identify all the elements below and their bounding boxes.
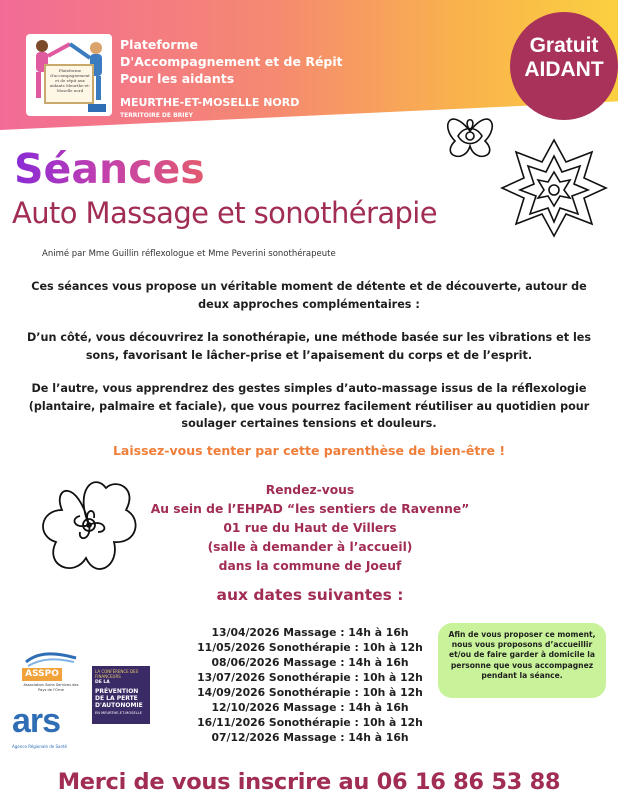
date-row: 13/07/2026 Sonothérapie : 10h à 12h [197,671,423,684]
intro-paragraph: Ces séances vous propose un véritable moment de détente et de découverte, autour de deux approches complémentaires : [31,280,587,311]
asspo-logo [18,648,84,694]
signup-phone: Merci de vous inscrire au 06 16 86 53 88 [57,769,561,795]
page-subtitle: Auto Massage et sonothérapie [12,196,437,230]
flower-left-icon [34,470,144,585]
free-badge-line1: Gratuit [529,34,599,57]
dates-title: aux dates suivantes : [216,586,404,604]
tagline: Laissez-vous tenter par cette parenthèse de bien-être ! [112,443,506,458]
page-title: Séances [14,145,205,193]
ars-wordmark: ars [12,702,61,740]
platform-title [120,36,380,87]
free-badge-line2: AIDANT [524,58,604,81]
conference-line3: PRÉVENTION DE LA PERTE D'AUTONOMIE [95,687,143,709]
date-row: 12/10/2026 Massage : 14h à 16h [211,701,409,714]
sonotherapy-paragraph: D’un côté, vous découvrirez la sonothérapie, une méthode basée sur les vibrations et les sons, favorisant le lâcher-prise et l’apaisement du corps et de l’esprit. [26,331,592,362]
platform-logo [26,34,112,116]
region-name: MEURTHE-ET-MOSELLE NORD [120,96,300,109]
ars-logo [8,702,92,754]
asspo-subtitle: Association Soins Services des Pays de l'Orne [23,683,79,692]
platform-title-line: Pour les aidants [120,71,235,86]
platform-title-line: D'Accompagnement et de Répit [120,54,343,69]
date-row: 13/04/2026 Massage : 14h à 16h [211,626,409,639]
rdv-line: (salle à demander à l’accueil) [207,540,413,554]
facilitators-line: Animé par Mme Guillin réflexologue et Mme Peverini sonothérapeute [42,249,336,259]
date-row: 08/06/2026 Massage : 14h à 16h [211,656,409,669]
wave-icon [24,650,78,668]
conference-line1: LA CONFÉRENCE DES FINANCEURS [95,669,139,679]
logo-text: Plateforme d'accompagnement et de répit aux aidants Meurthe-et-Moselle nord [49,68,91,93]
date-row: 14/09/2026 Sonothérapie : 10h à 12h [197,686,423,699]
logo-mini-badge [88,104,106,112]
conference-line4: EN MEURTHE-ET-MOSELLE [95,710,142,715]
platform-title-line: Plateforme [120,37,199,52]
date-row: 07/12/2026 Massage : 14h à 16h [211,731,409,744]
date-row: 11/05/2026 Sonothérapie : 10h à 12h [197,641,423,654]
massage-paragraph: De l’autre, vous apprendrez des gestes simples d’auto-massage issus de la réflexologie (plantaire, palmaire et faciale), que vous pourrez facilement réutiliser au quotidien pour soulager certaines tensions et douleurs. [28,382,590,430]
conference-line2: DE LA [95,680,110,685]
ars-subtitle: Agence Régionale de Santé [12,744,68,749]
rdv-line: 01 rue du Haut de Villers [223,521,397,535]
rdv-line: Rendez-vous [265,483,355,497]
respite-note: Afin de vous proposer ce moment, nous vous proposons d’accueillir et/ou de faire garder à domicile la personne que vous accompagnez pendant la séance. [438,623,606,698]
territory-name: TERRITOIRE DE BRIEY [120,112,193,119]
flower-large-icon [498,132,610,244]
conference-logo [92,666,150,724]
rdv-line: dans la commune de Joeuf [218,559,402,573]
date-row: 16/11/2026 Sonothérapie : 10h à 12h [197,716,423,729]
rdv-line: Au sein de l’EHPAD “les sentiers de Ravenne” [150,502,470,516]
asspo-label: ASSPO [22,668,62,681]
